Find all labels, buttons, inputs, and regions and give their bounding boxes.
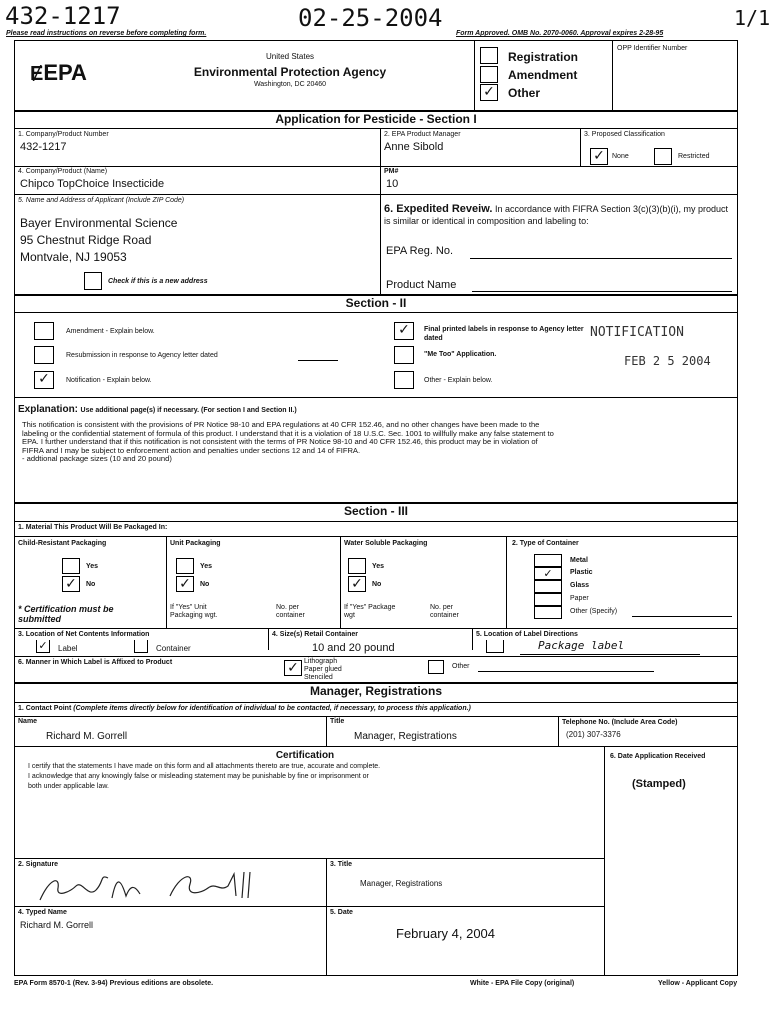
child-resistant-no-label: No — [86, 581, 96, 588]
unit-packaging-no-label: No — [200, 581, 210, 588]
container-other-label: Other (Specify) — [570, 608, 618, 615]
unit-packaging-wgt-label: If "Yes" Unit Packaging wgt. — [170, 604, 218, 619]
unit-packaging-yes-checkbox[interactable] — [176, 558, 194, 574]
united-states: United States — [265, 52, 315, 61]
glass-checkbox[interactable] — [534, 580, 562, 593]
classification-restricted-checkbox[interactable] — [654, 148, 672, 165]
section-1-title: Application for Pesticide - Section I — [275, 112, 477, 126]
other-container-checkbox[interactable] — [534, 606, 562, 619]
water-soluble-yes-label: Yes — [372, 563, 385, 570]
section-3-title: Section - III — [343, 504, 408, 518]
amendment-label: Amendment — [508, 68, 578, 82]
instructions-note: Please read instructions on reverse before completing form. — [6, 30, 207, 37]
pm-number-label: PM# — [384, 168, 399, 175]
manner-lithograph: Lithograph — [304, 658, 338, 665]
company-number-label: 1. Company/Product Number — [18, 131, 109, 138]
certification-text — [28, 762, 588, 792]
product-name: Chipco TopChoice Insecticide — [20, 178, 165, 190]
manner-stenciled: Stenciled — [304, 674, 333, 681]
resubmission-checkbox[interactable] — [34, 346, 54, 364]
applicant-line-1: Bayer Environmental Science — [20, 216, 178, 230]
date-label: 5. Date — [330, 909, 353, 916]
resubmission-label: Resubmission in response to Agency letter dated — [66, 352, 218, 359]
form-id: EPA Form 8570-1 (Rev. 3-94) Previous editions are obsolete. — [14, 980, 214, 987]
other-label: Other — [508, 86, 541, 100]
pkg-no-per-container-label: No. per container — [430, 604, 459, 619]
explanation-line: This notification is consistent with the provisions of PR Notice 98-10 and EPA regulations at 40 CFR 152.46, and no other changes have been made to the — [22, 420, 540, 429]
certification-note: * Certification must be submitted — [18, 604, 114, 624]
product-name-label: 4. Company/Product (Name) — [18, 168, 108, 175]
classification-label: 3. Proposed Classification — [584, 131, 665, 138]
restricted-label: Restricted — [678, 153, 710, 160]
explanation-line: FIFRA and I may be subject to enforcement action and penalties under sections 12 and 14 of FIFRA. — [22, 445, 361, 455]
agency-name: Environmental Protection Agency — [193, 65, 387, 79]
package-wgt-label: If "Yes" Package wgt — [344, 604, 396, 619]
sizes-value: 10 and 20 pound — [312, 642, 395, 654]
applicant-label: 5. Name and Address of Applicant (Include ZIP Code) — [18, 197, 185, 204]
manner-options — [304, 658, 342, 682]
label-directions-label: 5. Location of Label Directions — [476, 631, 578, 638]
epa-logo: ɆEPA — [30, 60, 87, 85]
explanation-line: labeling or the confidential statement of formula of this product. I understand that it is a violation of 18 U.S.C. Sec. 1001 to willfully make any false statement to — [22, 428, 554, 438]
me-too-label: "Me Too" Application. — [424, 351, 497, 358]
date-received-label: 6. Date Application Received — [610, 753, 706, 760]
sizes-label: 4. Size(s) Retail Container — [272, 631, 358, 638]
net-contents-container-option: Container — [156, 644, 191, 653]
yellow-copy: Yellow - Applicant Copy — [658, 980, 738, 987]
explanation-line: - addtional package sizes (10 and 20 pound) — [22, 454, 172, 464]
plastic-checkbox[interactable]: ✓ — [534, 567, 562, 580]
metal-checkbox[interactable] — [534, 554, 562, 567]
net-contents-container-checkbox[interactable] — [134, 640, 148, 653]
notification-stamp-title: NOTIFICATION — [590, 325, 684, 340]
handwritten-date: 02-25-2004 — [298, 4, 443, 32]
phone-value: (201) 307-3376 — [566, 730, 621, 739]
unit-no-per-container-label: No. per container — [276, 604, 305, 619]
certification-line: I acknowledge that any knowingly false or misleading statement may be punishable by fine or imprisonment or — [28, 773, 369, 780]
opp-identifier-label: OPP Identifier Number — [617, 45, 688, 52]
final-labels-label: Final printed labels in response to Agency letter dated — [424, 326, 584, 342]
contact-point: 1. Contact Point (Complete items directly below for identification of individual to be contacted, if necessary, to process this application.) — [18, 705, 471, 712]
notification-label: Notification - Explain below. — [66, 377, 152, 384]
explanation-text — [22, 421, 736, 464]
amendment-checkbox[interactable] — [480, 66, 498, 83]
child-resistant-label: Child-Resistant Packaging — [18, 540, 107, 547]
company-number: 432-1217 — [20, 141, 67, 153]
handwritten-page: 1/1 — [734, 6, 770, 30]
child-resistant-yes-label: Yes — [86, 563, 99, 570]
other-checkbox[interactable]: ✓ — [480, 84, 498, 101]
contact-name: Richard M. Gorrell — [46, 731, 128, 742]
applicant-line-3: Montvale, NJ 19053 — [20, 250, 127, 264]
registration-checkbox[interactable] — [480, 47, 498, 64]
classification-none-checkbox[interactable]: ✓ — [590, 148, 608, 165]
container-plastic-label: Plastic — [570, 569, 593, 576]
child-resistant-no-checkbox[interactable]: ✓ — [62, 576, 80, 592]
registration-label: Registration — [508, 50, 579, 64]
final-labels-checkbox[interactable]: ✓ — [394, 322, 414, 340]
explanation-line: EPA. I further understand that if this notification is not consistent with the terms of PR Notice 98-10 and 40 CFR 152.46, this product may be in violation of — [22, 437, 538, 447]
typed-name: Richard M. Gorrell — [20, 920, 94, 930]
section-2-title: Section - II — [345, 296, 407, 310]
title2-label: 3. Title — [330, 861, 353, 868]
product-manager: Anne Sibold — [384, 141, 444, 153]
phone-label: Telephone No. (Include Area Code) — [562, 719, 678, 726]
contact-title: Manager, Registrations — [354, 731, 457, 742]
applicant-line-2: 95 Chestnut Ridge Road — [20, 233, 152, 247]
unit-packaging-label: Unit Packaging — [170, 540, 221, 547]
container-type-label: 2. Type of Container — [512, 540, 579, 547]
notification-checkbox[interactable]: ✓ — [34, 371, 54, 389]
omb-number: Form Approved. OMB No. 2070-0060. Approval expires 2-28-95 — [456, 30, 664, 37]
container-paper-label: Paper — [570, 595, 589, 602]
pm-number: 10 — [386, 178, 399, 190]
child-resistant-yes-checkbox[interactable] — [62, 558, 80, 574]
pm-label: 2. EPA Product Manager — [384, 131, 461, 138]
new-address-label: Check if this is a new address — [108, 278, 208, 285]
manner-other-label: Other — [452, 663, 470, 670]
me-too-checkbox[interactable] — [394, 346, 414, 364]
amendment-explain-checkbox[interactable] — [34, 322, 54, 340]
certification-line: I certify that the statements I have made on this form and all attachments thereto are true, accurate and complete. — [28, 763, 381, 770]
water-soluble-no-label: No — [372, 581, 382, 588]
water-soluble-yes-checkbox[interactable] — [348, 558, 366, 574]
expedited-review: 6. Expedited Reveiw. In accordance with FIFRA Section 3(c)(3)(b)(i), my product is similar or identical in composition and labeling to: — [384, 203, 729, 226]
other-explain-label: Other - Explain below. — [424, 377, 493, 384]
manner-label: 6. Manner in Which Label is Affixed to Product — [18, 659, 173, 666]
contact-name-label: Name — [18, 718, 38, 725]
new-address-checkbox[interactable] — [84, 272, 102, 290]
certification-title: Certification — [275, 750, 335, 761]
agency-address: Washington, DC 20460 — [253, 81, 327, 88]
net-contents-label-option: Label — [58, 644, 78, 653]
contact-title-label: Title — [330, 718, 345, 725]
paper-checkbox[interactable] — [534, 593, 562, 606]
date-value: February 4, 2004 — [396, 926, 496, 941]
lithograph-checkbox[interactable]: ✓ — [284, 660, 302, 676]
typed-name-label: 4. Typed Name — [18, 909, 67, 916]
handwritten-reg-number: 432-1217 — [5, 2, 121, 30]
material-label: 1. Material This Product Will Be Packaged In: — [18, 524, 168, 531]
notification-stamp-date: FEB 2 5 2004 — [624, 354, 711, 368]
explanation-heading: Explanation: Use additional page(s) if necessary. (For section I and Section II.) — [18, 404, 297, 415]
white-copy: White - EPA File Copy (original) — [470, 980, 575, 987]
water-soluble-no-checkbox[interactable]: ✓ — [348, 576, 366, 592]
stamped-label: (Stamped) — [632, 778, 686, 790]
section-4-title: Manager, Registrations — [309, 684, 443, 698]
none-label: None — [612, 153, 629, 160]
water-soluble-label: Water Soluble Packaging — [344, 540, 428, 547]
label-directions-value: Package label — [538, 639, 625, 652]
epa-reg-no-label: EPA Reg. No. — [386, 245, 454, 257]
unit-packaging-no-checkbox[interactable]: ✓ — [176, 576, 194, 592]
manner-other-checkbox[interactable] — [428, 660, 444, 674]
unit-packaging-yes-label: Yes — [200, 563, 213, 570]
other-explain-checkbox[interactable] — [394, 371, 414, 389]
product-name-field-label: Product Name — [386, 279, 457, 291]
signature — [30, 868, 310, 908]
container-metal-label: Metal — [570, 557, 588, 564]
label-directions-checkbox[interactable] — [486, 640, 504, 653]
epa-logo-icon: Ɇ — [30, 63, 44, 85]
net-contents-label: 3. Location of Net Contents Information — [18, 631, 150, 638]
signature-label: 2. Signature — [18, 861, 59, 868]
title2-value: Manager, Registrations — [360, 879, 443, 888]
certification-line: both under applicable law. — [28, 783, 109, 790]
net-contents-label-checkbox[interactable]: ✓ — [36, 640, 50, 653]
amendment-explain-label: Amendment - Explain below. — [66, 328, 155, 335]
container-glass-label: Glass — [570, 582, 590, 589]
manner-paper-glued: Paper glued — [304, 666, 342, 673]
